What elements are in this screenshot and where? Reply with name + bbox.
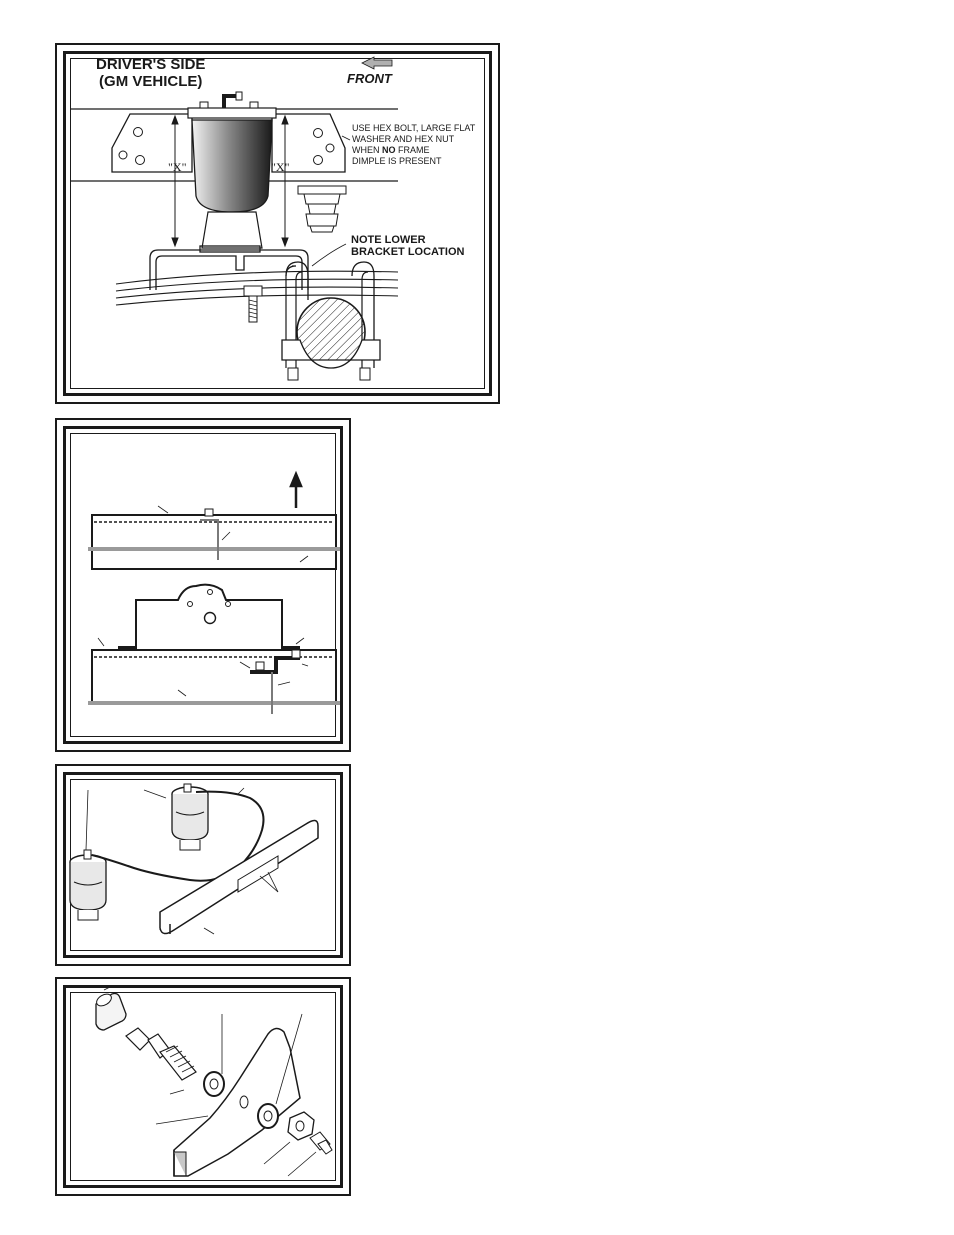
valve-core bbox=[310, 1132, 332, 1154]
valve-cap bbox=[95, 992, 126, 1030]
title-line-1: DRIVER'S SIDE bbox=[96, 56, 206, 73]
bracket-note-line: NOTE LOWER bbox=[351, 234, 426, 246]
front-label: FRONT bbox=[347, 71, 392, 86]
title-line-2: (GM VEHICLE) bbox=[99, 73, 203, 90]
note-text: FRAME bbox=[395, 145, 430, 155]
note-emphasis: NO bbox=[382, 145, 396, 155]
bracket-note-line: BRACKET LOCATION bbox=[351, 246, 465, 258]
note-line: WASHER AND HEX NUT bbox=[352, 134, 455, 144]
dimension-x-right: "X" bbox=[271, 160, 290, 174]
valve-stem bbox=[126, 1028, 196, 1080]
note-text: WHEN bbox=[352, 145, 382, 155]
note-line: DIMPLE IS PRESENT bbox=[352, 156, 442, 166]
valve-bracket-plate bbox=[174, 1028, 300, 1176]
dimension-x-left: "X" bbox=[168, 160, 187, 174]
note-line: USE HEX BOLT, LARGE FLAT bbox=[352, 123, 476, 133]
